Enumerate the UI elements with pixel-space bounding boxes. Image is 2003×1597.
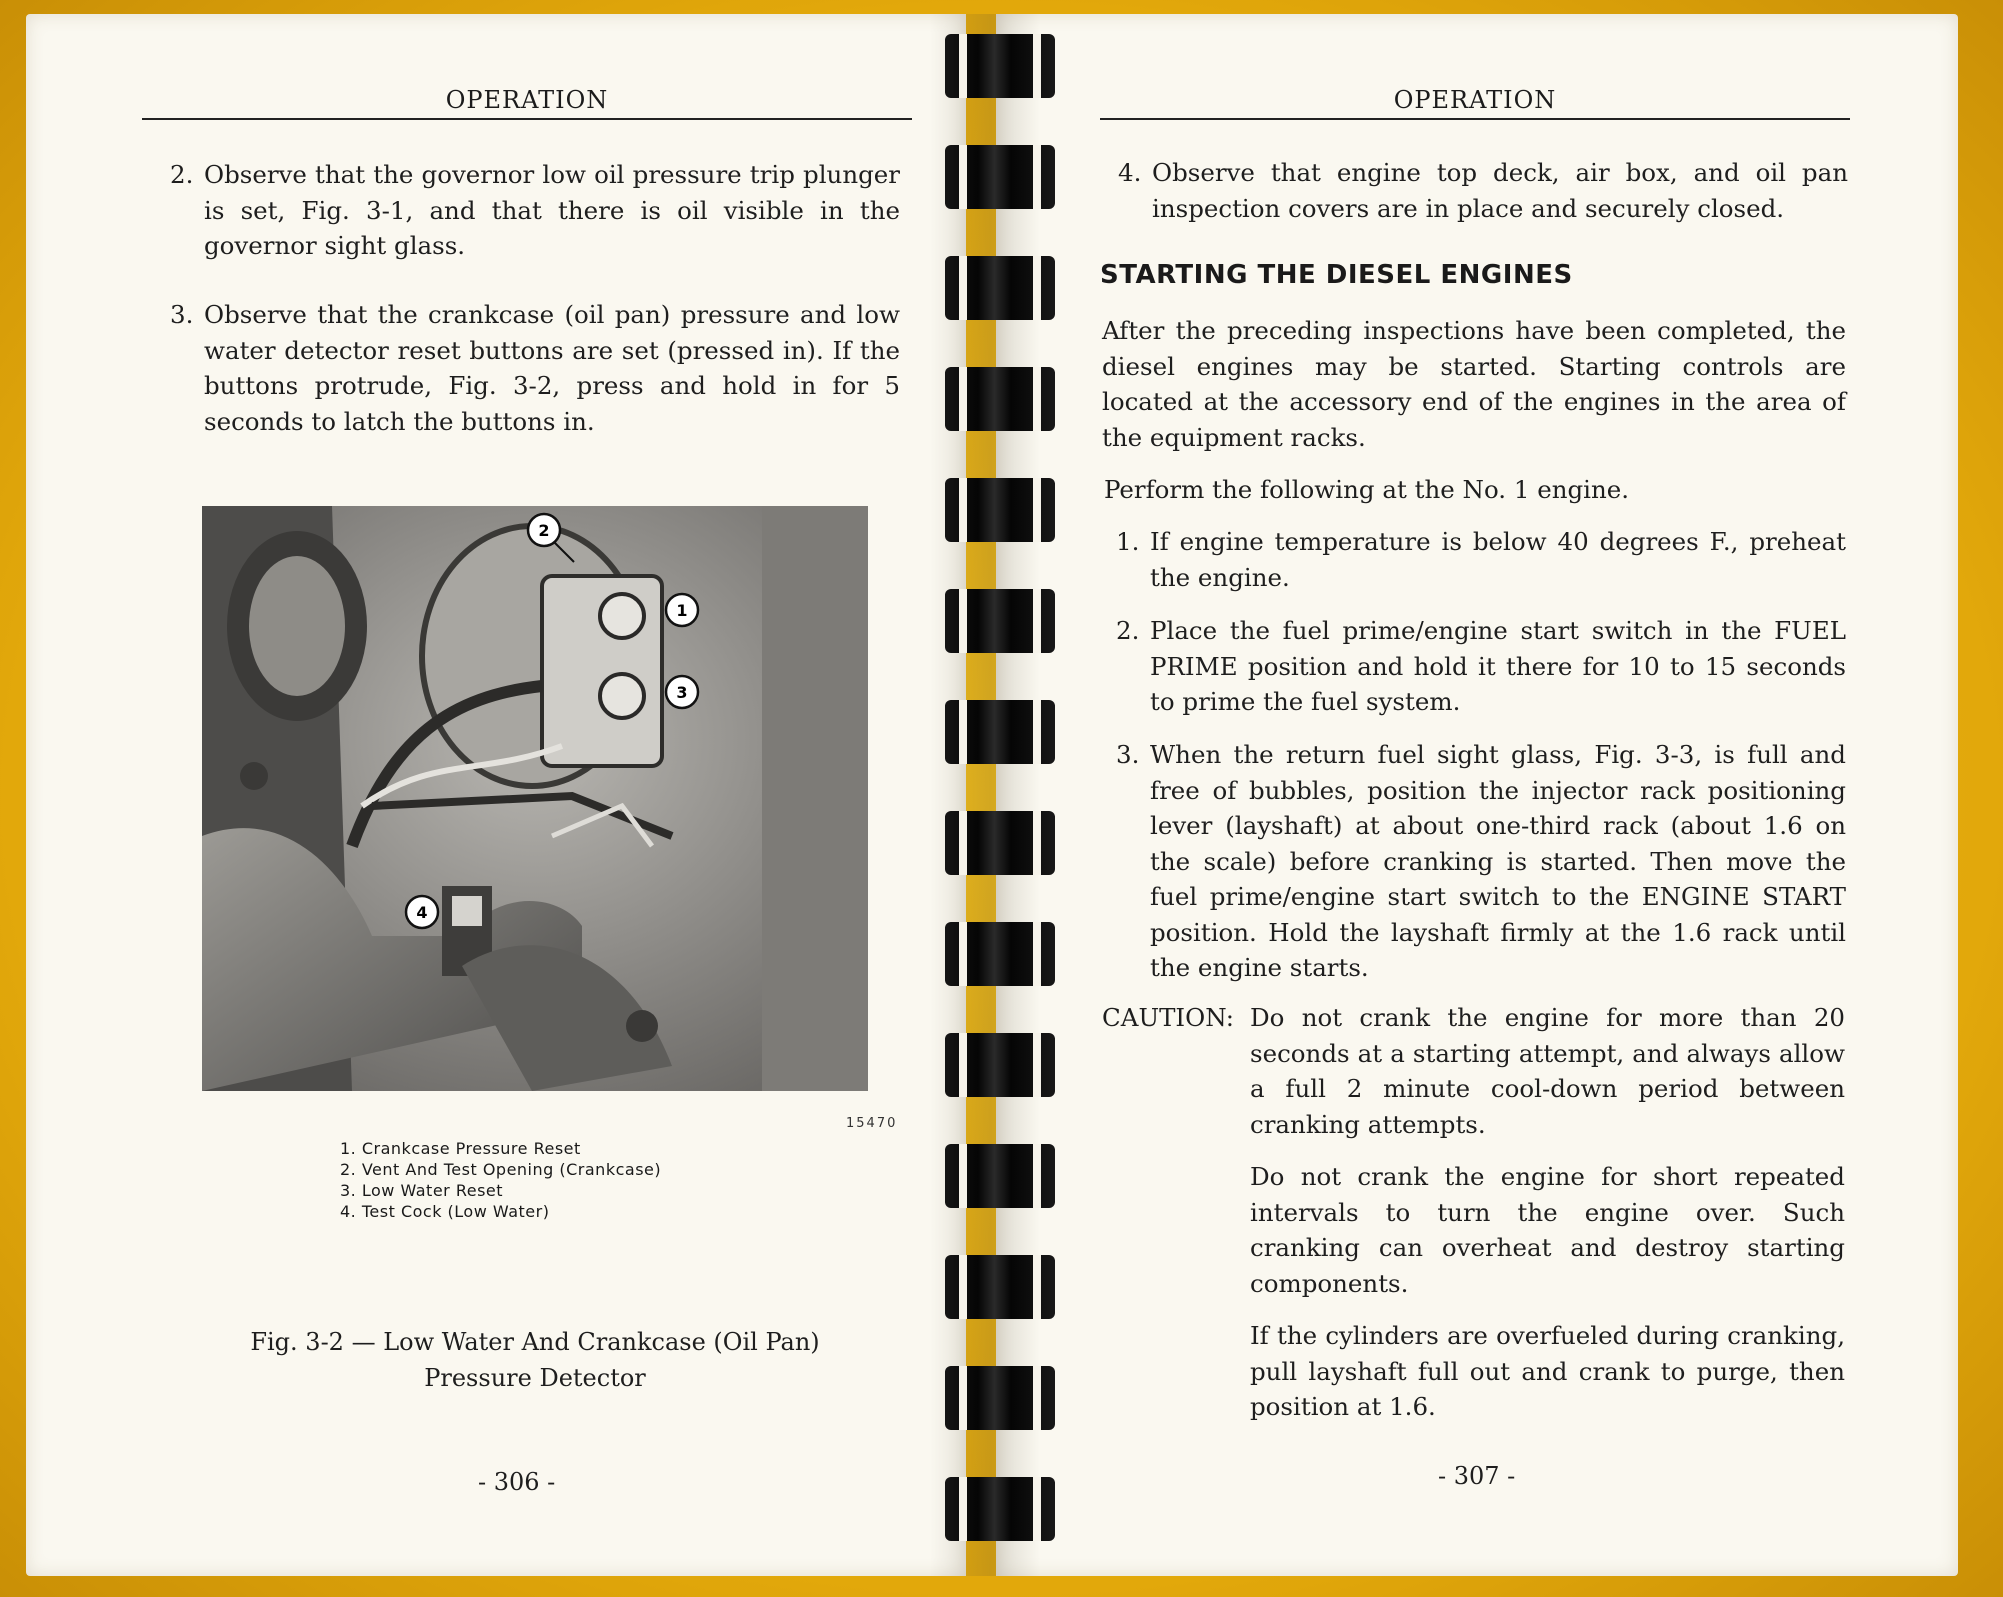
item-number: 4. [1118,158,1142,187]
caution-label: CAUTION: [1102,1003,1235,1032]
page-header-right: OPERATION [1100,86,1850,120]
binding-ring [945,478,1055,542]
step-item [1116,737,1846,986]
list-item [170,157,900,264]
binding-ring [945,811,1055,875]
caption-line: Pressure Detector [424,1364,646,1392]
binding-ring [945,34,1055,98]
caption-line: Fig. 3-2 — Low Water And Crankcase (Oil Pan) [250,1328,820,1356]
binding-ring [945,1033,1055,1097]
item-number: 3. [170,300,194,329]
item-text: When the return fuel sight glass, Fig. 3-3, is full and free of bubbles, position the injector rack positioning lever (layshaft) at about one-third rack (about 1.6 on the scale) before cranking is started. Then move the fuel prime/engine start switch to the ENGINE START position. Hold the layshaft firmly at the 1.6 rack until the engine starts. [1150,740,1846,982]
item-text: Observe that the crankcase (oil pan) pressure and low water detector reset buttons are set (pressed in). If the buttons protrude, Fig. 3-2, press and hold in for 5 seconds to latch the buttons in. [204,300,900,436]
item-number: 2. [170,160,194,189]
page-number-right: - 307 - [1438,1462,1516,1490]
item-text: Place the fuel prime/engine start switch in the FUEL PRIME position and hold it there for 10 to 15 seconds to prime the fuel system. [1150,616,1846,716]
item-text: If engine temperature is below 40 degrees F., preheat the engine. [1150,527,1846,592]
binding-ring [945,1366,1055,1430]
binding-ring [945,1255,1055,1319]
list-item [170,297,900,439]
callout-3: 3 [676,683,688,702]
binding-ring [945,922,1055,986]
item-text: Observe that engine top deck, air box, and oil pan inspection covers are in place and securely closed. [1152,158,1848,223]
intro-paragraph: After the preceding inspections have been completed, the diesel engines may be started. Starting controls are located at the accessory end of the engines in the area of the equipment racks. [1102,316,1846,452]
page-gutter [930,14,1040,1576]
callout-4: 4 [416,903,428,922]
legend-item: 4. Test Cock (Low Water) [340,1202,550,1221]
binding-ring [945,256,1055,320]
binding-ring [945,700,1055,764]
callout-2: 2 [538,521,550,540]
binding-ring [945,1477,1055,1541]
item-text: Observe that the governor low oil pressure trip plunger is set, Fig. 3-1, and that there is oil visible in the governor sight glass. [204,160,900,260]
binding-ring [945,1144,1055,1208]
caution-paragraph: If the cylinders are overfueled during cranking, pull layshaft full out and crank to purge, then position at 1.6. [1250,1321,1845,1421]
section-title: STARTING THE DIESEL ENGINES [1100,260,1573,290]
perform-line: Perform the following at the No. 1 engine. [1104,475,1630,504]
legend-item: 2. Vent And Test Opening (Crankcase) [340,1160,662,1179]
step-item [1116,613,1846,720]
caution-paragraph: Do not crank the engine for more than 20 seconds at a starting attempt, and always allow a full 2 minute cool-down period between cranking attempts. [1250,1003,1845,1139]
photo-number: 15470 [846,1116,898,1131]
item-number: 2. [1116,616,1140,645]
page-header-left: OPERATION [142,86,912,120]
binding-ring [945,367,1055,431]
item-number: 1. [1116,527,1140,556]
engine-detector-photo [202,506,868,1091]
page-number-left: - 306 - [478,1468,556,1496]
binding-ring [945,145,1055,209]
legend-item: 1. Crankcase Pressure Reset [340,1139,581,1158]
caution-paragraph: Do not crank the engine for short repeated intervals to turn the engine over. Such cranking can overheat and destroy starting components. [1250,1162,1845,1298]
legend-item: 3. Low Water Reset [340,1181,504,1200]
item-number: 3. [1116,740,1140,769]
figure-legend [340,1138,661,1222]
step-item [1116,524,1846,595]
callout-1: 1 [676,601,688,620]
list-item [1118,155,1848,226]
binding-ring [945,589,1055,653]
figure-caption [202,1324,868,1396]
